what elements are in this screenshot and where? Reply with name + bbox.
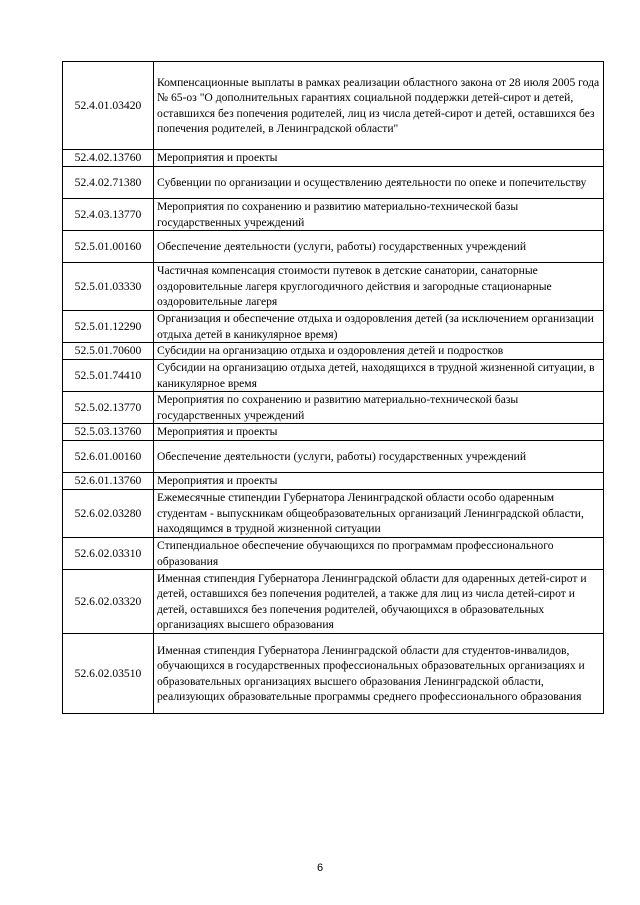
page-number: 6 — [316, 862, 324, 874]
description-cell: Субсидии на организацию отдыха детей, находящихся в трудной жизненной ситуации, в каникулярное время — [154, 360, 604, 392]
description-cell: Стипендиальное обеспечение обучающихся по программам профессионального образования — [154, 538, 604, 570]
description-cell: Именная стипендия Губернатора Ленинградской области для одаренных детей-сирот и детей, оставшихся без попечения родителей, а также для лиц из числа детей-сирот и детей, оставшихся без попечения родителей, обучающихся в образовательных организациях высшего образования — [154, 570, 604, 634]
table-row — [63, 634, 604, 714]
code-cell: 52.5.01.03330 — [63, 263, 154, 311]
table-row — [63, 343, 604, 360]
description-cell: Мероприятия и проекты — [154, 150, 604, 167]
code-cell: 52.5.02.13770 — [63, 392, 154, 424]
code-cell: 52.6.01.00160 — [63, 441, 154, 473]
table-row — [63, 150, 604, 167]
table-row — [63, 473, 604, 490]
table-row — [63, 167, 604, 199]
description-cell: Мероприятия и проекты — [154, 473, 604, 490]
description-cell: Частичная компенсация стоимости путевок в детские санатории, санаторные оздоровительные лагеря круглогодичного действия и загородные стационарные оздоровительные лагеря — [154, 263, 604, 311]
code-cell: 52.6.02.03280 — [63, 490, 154, 538]
table-row — [63, 199, 604, 231]
code-cell: 52.5.01.74410 — [63, 360, 154, 392]
code-cell: 52.5.01.12290 — [63, 311, 154, 343]
description-cell: Мероприятия по сохранению и развитию материально-технической базы государственных учреждений — [154, 199, 604, 231]
code-cell: 52.5.03.13760 — [63, 424, 154, 441]
code-cell: 52.4.01.03420 — [63, 62, 154, 150]
table-row — [63, 360, 604, 392]
description-cell: Обеспечение деятельности (услуги, работы) государственных учреждений — [154, 441, 604, 473]
description-cell: Мероприятия по сохранению и развитию материально-технической базы государственных учреждений — [154, 392, 604, 424]
table-row — [63, 392, 604, 424]
code-cell: 52.4.02.13760 — [63, 150, 154, 167]
description-cell: Мероприятия и проекты — [154, 424, 604, 441]
description-cell: Ежемесячные стипендии Губернатора Ленинградской области особо одаренным студентам - выпускникам общеобразовательных организаций Ленинградской области, находящимся в трудной жизненной ситуации — [154, 490, 604, 538]
description-cell: Компенсационные выплаты в рамках реализации областного закона от 28 июля 2005 года № 65-оз "О дополнительных гарантиях социальной поддержки детей-сирот и детей, оставшихся без попечения родителей, лиц из числа детей-сирот и детей, оставшихся без попечения родителей, в Ленинградской области" — [154, 62, 604, 150]
code-cell: 52.6.02.03310 — [63, 538, 154, 570]
table-row — [63, 490, 604, 538]
table-row — [63, 311, 604, 343]
table-row — [63, 263, 604, 311]
table-row — [63, 231, 604, 263]
description-cell: Обеспечение деятельности (услуги, работы) государственных учреждений — [154, 231, 604, 263]
description-cell: Именная стипендия Губернатора Ленинградской области для студентов-инвалидов, обучающихся в государственных профессиональных образовательных организациях и образовательных организациях высшего образования Ленинградской области, реализующих образовательные программы среднего профессионального образования — [154, 634, 604, 714]
table-row — [63, 424, 604, 441]
code-cell: 52.5.01.70600 — [63, 343, 154, 360]
description-cell: Организация и обеспечение отдыха и оздоровления детей (за исключением организации отдыха детей в каникулярное время) — [154, 311, 604, 343]
code-cell: 52.6.02.03510 — [63, 634, 154, 714]
table-row — [63, 62, 604, 150]
code-cell: 52.6.01.13760 — [63, 473, 154, 490]
table-row — [63, 441, 604, 473]
budget-codes-table — [62, 61, 604, 714]
description-cell: Субвенции по организации и осуществлению деятельности по опеке и попечительству — [154, 167, 604, 199]
table-row — [63, 570, 604, 634]
table-row — [63, 538, 604, 570]
code-cell: 52.4.02.71380 — [63, 167, 154, 199]
description-cell: Субсидии на организацию отдыха и оздоровления детей и подростков — [154, 343, 604, 360]
code-cell: 52.4.03.13770 — [63, 199, 154, 231]
code-cell: 52.5.01.00160 — [63, 231, 154, 263]
code-cell: 52.6.02.03320 — [63, 570, 154, 634]
